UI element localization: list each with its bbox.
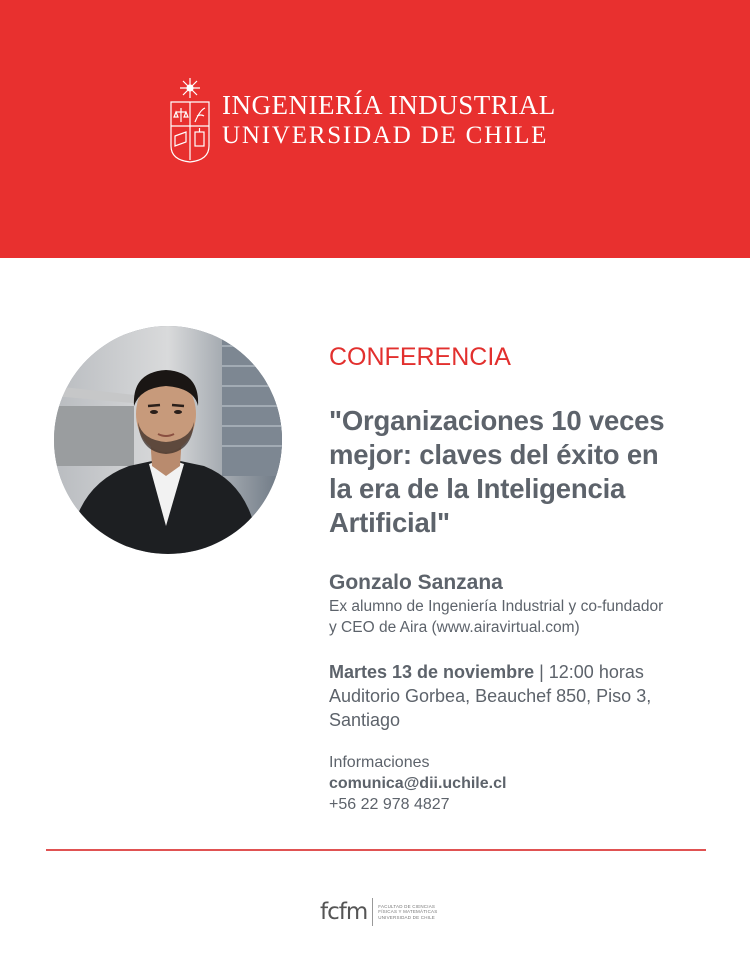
event-title-line: "Organizaciones 10 veces	[329, 405, 665, 436]
contact-email: comunica@dii.uchile.cl	[329, 775, 507, 792]
logo-subtitle: UNIVERSIDAD DE CHILE	[222, 122, 549, 149]
speaker-description-line: Ex alumno de Ingeniería Industrial y co-fundador	[329, 598, 664, 615]
fcfm-subtitle-line: FÍSICAS Y MATEMÁTICAS	[378, 909, 438, 915]
event-type-label: CONFERENCIA	[329, 343, 511, 371]
speaker-name: Gonzalo Sanzana	[329, 571, 503, 594]
footer-divider	[46, 849, 706, 851]
speaker-photo	[54, 326, 282, 554]
logo-title: INGENIERÍA INDUSTRIAL	[222, 90, 556, 120]
fcfm-logo-separator	[372, 898, 373, 926]
info-label: Informaciones	[329, 754, 430, 771]
speaker-description-line: y CEO de Aira (www.airavirtual.com)	[329, 619, 580, 636]
event-venue	[329, 684, 709, 732]
fcfm-subtitle-line: UNIVERSIDAD DE CHILE	[378, 914, 436, 920]
fcfm-logo-subtitle	[378, 904, 437, 921]
fcfm-logo-text: fcfm	[320, 899, 368, 925]
university-logo	[168, 76, 556, 164]
speaker-portrait-image	[54, 326, 282, 554]
event-title-line: Artificial"	[329, 507, 450, 538]
event-title-line: la era de la Inteligencia	[329, 473, 626, 504]
event-date: Martes 13 de noviembre	[329, 662, 535, 682]
university-seal-icon	[168, 76, 212, 164]
event-title	[329, 404, 709, 540]
event-title-line: mejor: claves del éxito en	[329, 439, 659, 470]
contact-phone: +56 22 978 4827	[329, 796, 450, 813]
event-venue-line: Auditorio Gorbea, Beauchef 850, Piso 3,	[329, 686, 652, 706]
fcfm-subtitle-line: FACULTAD DE CIENCIAS	[378, 903, 436, 909]
event-details	[329, 340, 709, 815]
event-time: | 12:00 horas	[534, 662, 644, 682]
header-banner	[0, 0, 750, 258]
event-date-time	[329, 660, 709, 684]
fcfm-logo	[320, 898, 437, 926]
event-venue-line: Santiago	[329, 710, 401, 730]
speaker-description	[329, 596, 709, 638]
